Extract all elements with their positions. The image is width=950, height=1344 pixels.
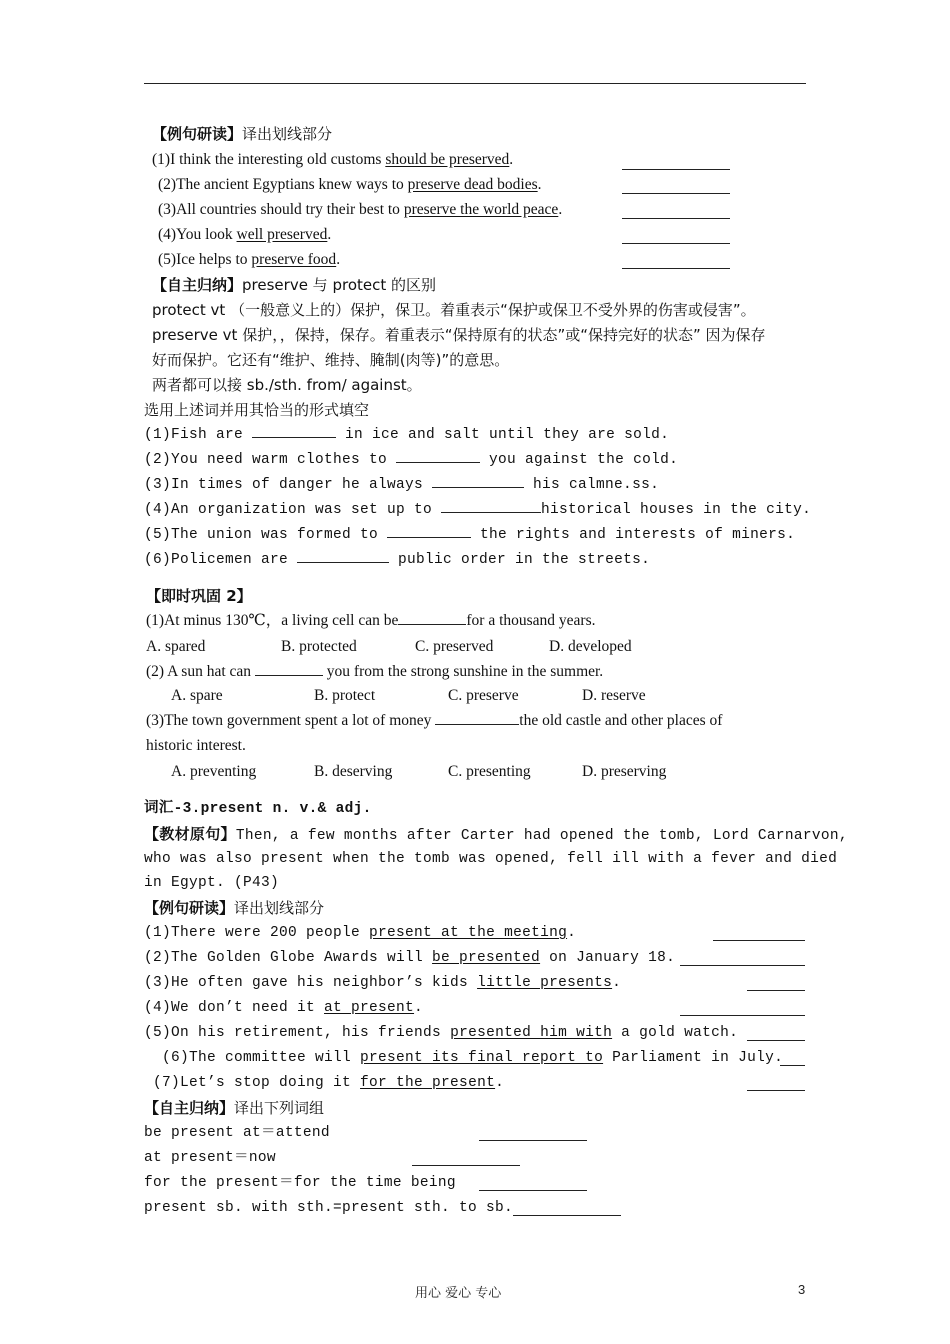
answer-blank[interactable] [479,1190,587,1191]
example-sentence: (3)All countries should try their best to preserve the world peace. [158,201,563,218]
mc-option[interactable]: C. preserve [448,687,519,704]
example-sentence: (4)You look well preserved. [158,226,332,243]
mc-question-cont: historic interest. [146,737,246,754]
example-sentence: (2)The ancient Egyptians knew ways to preserve dead bodies. [158,176,542,193]
example-sentence: (3)He often gave his neighbor’s kids little presents. [144,975,622,991]
textbook-original: 【教材原句】Then, a few months after Carter had opened the tomb, Lord Carnarvon, [144,825,848,844]
phrase-item: be present at＝attend [144,1125,330,1141]
mc-question: (3)The town government spent a lot of money the old castle and other places of [146,712,723,729]
mc-option[interactable]: B. protect [314,687,376,704]
answer-blank[interactable] [412,1165,520,1166]
answer-blank[interactable] [622,218,730,219]
answer-blank[interactable] [622,268,730,269]
heading-text: 译出划线部分 [242,125,333,143]
mc-question: (2) A sun hat can you from the strong sunshine in the summer. [146,663,604,680]
example-study-heading: 【例句研读】译出划线部分 [144,899,325,917]
answer-blank[interactable] [747,990,805,991]
heading-label: 【例句研读】 [152,125,243,143]
answer-blank[interactable] [747,1090,805,1091]
mc-option[interactable]: D. reserve [582,687,646,704]
example-study-heading [152,122,332,146]
phrase-item: at present＝now [144,1150,276,1166]
answer-blank[interactable] [747,1040,805,1041]
vocab-title: 词汇-3.present n. v.& adj. [144,801,372,817]
phrase-item: for the present＝for the time being [144,1175,456,1191]
fill-blank[interactable] [432,473,524,488]
preserve-definition-cont: 好而保护。它还有“维护、维持、腌制(肉等)”的意思。 [152,351,510,369]
mc-option[interactable]: A. spare [171,687,223,704]
answer-blank[interactable] [780,1065,805,1066]
fill-blank[interactable] [387,523,471,538]
example-sentence: (5)Ice helps to preserve food. [158,251,341,268]
fill-item: (3)In times of danger he always his calmne.ss. [144,473,659,497]
mc-option[interactable]: D. preserving [582,763,667,780]
fill-item: (1)Fish are in ice and salt until they are sold. [144,423,669,447]
answer-blank[interactable] [622,169,730,170]
fill-blank[interactable] [297,548,389,563]
answer-blank[interactable] [622,243,730,244]
fill-blank[interactable] [441,498,541,513]
fill-blank[interactable] [396,448,480,463]
example-sentence: (5)On his retirement, his friends presented him with a gold watch. [144,1025,739,1041]
answer-blank[interactable] [622,193,730,194]
textbook-original-cont: who was also present when the tomb was opened, fell ill with a fever and died [144,851,838,867]
textbook-original-cont: in Egypt. (P43) [144,875,280,891]
mc-option[interactable]: C. preserved [415,638,494,655]
usage-note: 两者都可以接 sb./sth. from/ against。 [152,376,422,394]
footer-motto: 用心 爱心 专心 [415,1286,502,1301]
mc-blank[interactable] [255,661,323,676]
answer-blank[interactable] [479,1140,587,1141]
protect-definition: protect vt （一般意义上的）保护，保卫。着重表示“保护或保卫不受外界的伤害或侵害”。 [152,301,756,319]
mc-option[interactable]: A. spared [146,638,206,655]
fill-blank[interactable] [252,423,336,438]
fill-instruction: 选用上述词并用其恰当的形式填空 [144,401,370,419]
answer-blank[interactable] [713,940,805,941]
example-sentence: (6)The committee will present its final report to Parliament in July. [162,1050,784,1066]
example-sentence: (4)We don’t need it at present. [144,1000,424,1016]
page-footer [0,1282,950,1302]
fill-item: (6)Policemen are public order in the streets. [144,548,650,572]
mc-option[interactable]: B. protected [281,638,357,655]
mc-question: (1)At minus 130℃，a living cell can be for a thousand years. [146,612,596,629]
fill-item: (2)You need warm clothes to you against the cold. [144,448,678,472]
example-sentence: (2)The Golden Globe Awards will be presented on January 18. [144,950,676,966]
answer-blank[interactable] [680,1015,805,1016]
mc-blank[interactable] [398,610,466,625]
phrase-item: present sb. with sth.=present sth. to sb. [144,1200,514,1216]
header-rule [144,83,806,84]
summary-heading: 【自主归纳】译出下列词组 [144,1099,325,1117]
page-number: 3 [798,1282,806,1297]
fill-item: (5)The union was formed to the rights and interests of miners. [144,523,795,547]
mc-option[interactable]: D. developed [549,638,632,655]
mc-option[interactable]: A. preventing [171,763,257,780]
answer-blank[interactable] [513,1215,621,1216]
example-sentence: (1)I think the interesting old customs should be preserved. [152,151,514,168]
summary-heading: 【自主归纳】preserve 与 protect 的区别 [152,276,436,294]
preserve-definition: preserve vt 保护，，保持，保存。着重表示“保持原有的状态”或“保持完好的状态” 因为保存 [152,326,766,344]
example-sentence: (1)There were 200 people present at the meeting. [144,925,577,941]
fill-item: (4)An organization was set up to historical houses in the city. [144,498,811,522]
example-sentence: (7)Let’s stop doing it for the present. [153,1075,505,1091]
consolidate-heading: 【即时巩固 2】 [146,587,252,605]
mc-option[interactable]: B. deserving [314,763,393,780]
answer-blank[interactable] [680,965,805,966]
mc-blank[interactable] [435,710,519,725]
mc-option[interactable]: C. presenting [448,763,531,780]
